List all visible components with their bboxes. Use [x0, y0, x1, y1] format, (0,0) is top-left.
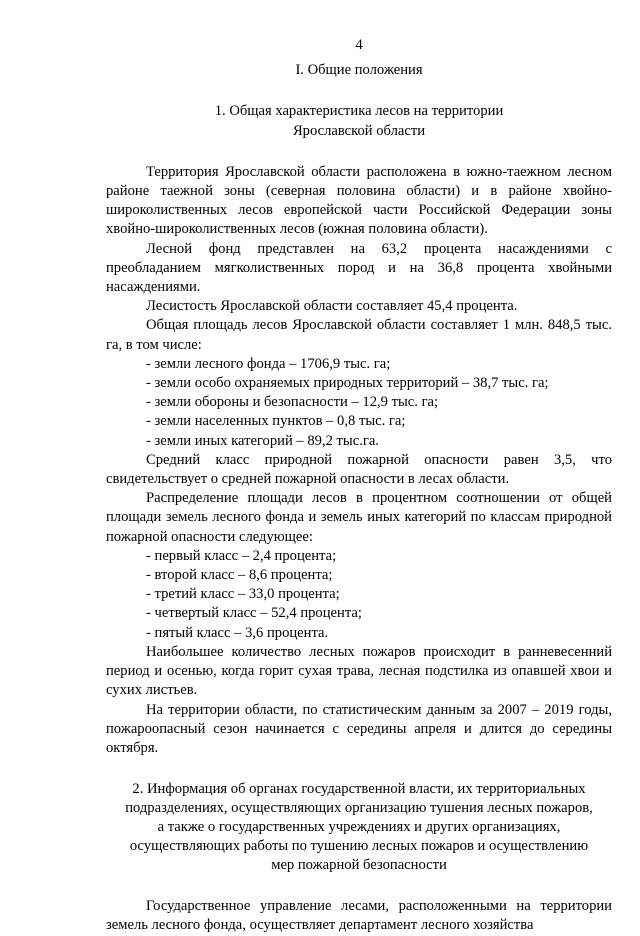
section2-title-line: подразделениях, осуществляющих организацию тушения лесных пожаров, [125, 800, 593, 817]
list-item: - пятый класс – 3,6 процента. [146, 624, 329, 641]
section2-title-line: осуществляющих работы по тушению лесных пожаров и осуществлению [129, 838, 589, 855]
section1-title-line: 1. Общая характеристика лесов на территории [214, 103, 504, 120]
list-item: - земли лесного фонда – 1706,9 тыс. га; [146, 355, 391, 372]
list-item: - земли обороны и безопасности – 12,9 тыс. га; [146, 394, 439, 411]
section2-title [106, 780, 612, 875]
area-list [106, 355, 612, 451]
paragraph: Общая площадь лесов Ярославской области составляет 1 млн. 848,5 тыс. га, в том числе: [106, 317, 612, 353]
page-number: 4 [355, 37, 363, 53]
list-item: - земли иных категорий – 89,2 тыс.га. [146, 432, 379, 449]
paragraph: Территория Ярославской области расположена в южно-таежном лесном районе таежной зоны (северная половина области) и в районе хвойно-широколиственных лесов европейской части Российской Федерации зоны хвойно-широколиственных лесов (южная половина области). [106, 163, 612, 238]
list-item: - третий класс – 33,0 процента; [146, 586, 340, 603]
section1-title [106, 102, 612, 140]
list-item: - первый класс – 2,4 процента; [146, 547, 337, 564]
section2-title-line: а также о государственных учреждениях и других организациях, [157, 819, 561, 836]
paragraph: На территории области, по статистическим данным за 2007 – 2019 годы, пожароопасный сезон начинается с середины апреля и длится до середины октября. [106, 701, 612, 756]
paragraph: Лесной фонд представлен на 63,2 процента насаждениями с преобладанием мягколиственных пород и на 36,8 процента хвойными насаждениями. [106, 240, 612, 296]
paragraph: Распределение площади лесов в процентном соотношении от общей площади земель лесного фонда и земель иных категорий по классам природной пожарной опасности следующее: [106, 490, 612, 545]
list-item: - земли особо охраняемых природных территорий – 38,7 тыс. га; [146, 375, 549, 392]
list-item: - четвертый класс – 52,4 процента; [146, 605, 362, 622]
section1-body [106, 163, 612, 758]
section1-title-line: Ярославской области [292, 122, 426, 139]
list-item: - земли населенных пунктов – 0,8 тыс. га; [146, 413, 406, 430]
fire-class-list [106, 547, 612, 643]
paragraph: Средний класс природной пожарной опасности равен 3,5, что свидетельствует о средней пожарной опасности в лесах области. [106, 451, 612, 488]
chapter-title: I. Общие положения [295, 62, 423, 79]
list-item: - второй класс – 8,6 процента; [146, 567, 333, 584]
section2-title-line: 2. Информация об органах государственной власти, их территориальных [132, 781, 586, 798]
paragraph: Государственное управление лесами, расположенными на территории земель лесного фонда, осуществляет департамент лесного хозяйства [106, 898, 612, 934]
section2-title-line: мер пожарной безопасности [271, 857, 447, 874]
paragraph: Наибольшее количество лесных пожаров происходит в ранневесенний период и осенью, когда горит сухая трава, лесная подстилка из опавшей хвои и сухих листьев. [106, 643, 612, 699]
section2-body [106, 897, 612, 935]
paragraph: Лесистость Ярославской области составляет 45,4 процента. [146, 298, 518, 315]
